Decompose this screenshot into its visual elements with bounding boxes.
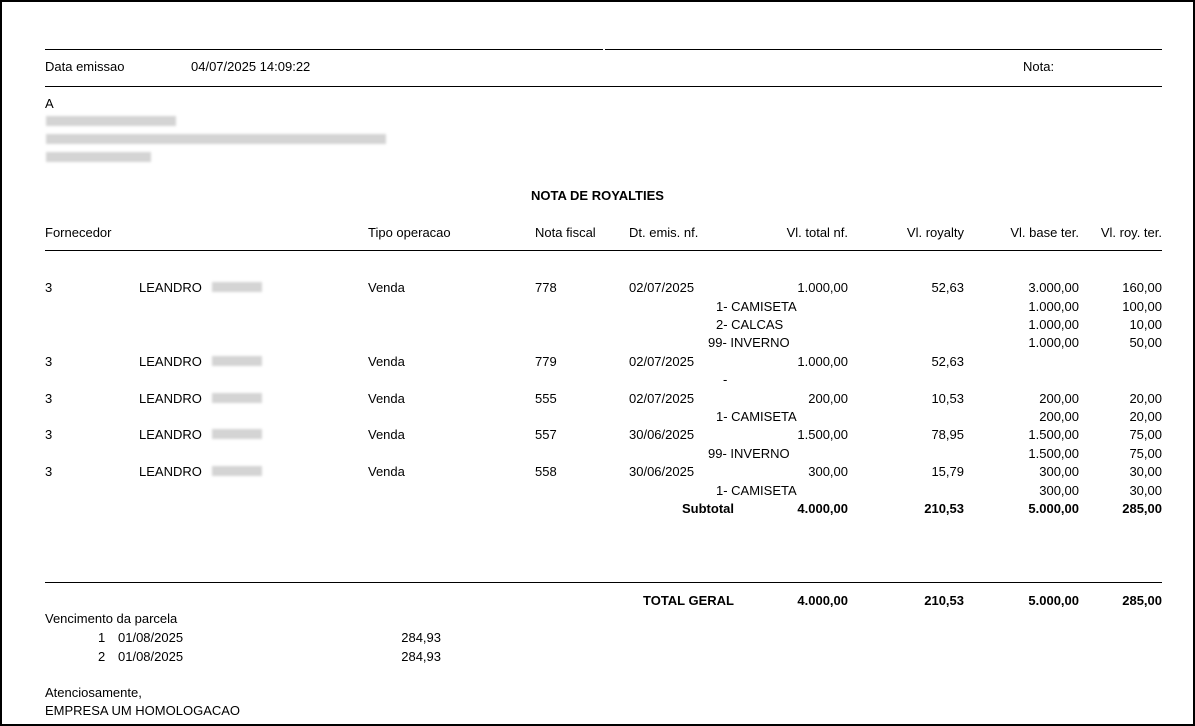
- total-geral-royalty: 210,53: [924, 593, 964, 608]
- row-dash: -: [723, 372, 728, 387]
- row-base: 3.000,00: [1028, 280, 1079, 295]
- header-top-rule-right: [605, 49, 1162, 50]
- row-royalty: 15,79: [931, 464, 964, 479]
- redacted-supplier-surname: [212, 282, 262, 292]
- row-cod: 3: [45, 280, 53, 295]
- detail-label: 1- CAMISETA: [716, 483, 797, 498]
- row-cod: 3: [45, 427, 53, 442]
- row-total: 1.000,00: [797, 280, 848, 295]
- detail-roy-ter: 50,00: [1129, 335, 1162, 350]
- row-total: 300,00: [808, 464, 848, 479]
- total-geral-roy-ter: 285,00: [1122, 593, 1162, 608]
- header-bottom-rule: [45, 86, 1162, 87]
- row-supplier-name: LEANDRO: [139, 427, 202, 442]
- vencimento-label: Vencimento da parcela: [45, 611, 178, 626]
- row-date: 02/07/2025: [629, 354, 695, 369]
- row-tipo: Venda: [368, 464, 405, 479]
- installment-value: 284,93: [401, 649, 441, 664]
- redacted-address-street: [46, 134, 386, 144]
- detail-roy-ter: 10,00: [1129, 317, 1162, 332]
- row-date: 02/07/2025: [629, 280, 695, 295]
- row-date: 30/06/2025: [629, 427, 695, 442]
- redacted-supplier-surname: [212, 393, 262, 403]
- date-label: Data emissao: [45, 59, 125, 74]
- detail-base: 200,00: [1039, 409, 1079, 424]
- row-cod: 3: [45, 464, 53, 479]
- row-supplier-name: LEANDRO: [139, 280, 202, 295]
- detail-label: 1- CAMISETA: [716, 409, 797, 424]
- total-geral-label: TOTAL GERAL: [643, 593, 734, 608]
- row-roy-ter: 75,00: [1129, 427, 1162, 442]
- total-rule: [45, 582, 1162, 583]
- redacted-supplier-surname: [212, 356, 262, 366]
- row-nf: 557: [535, 427, 557, 442]
- redacted-supplier-surname: [212, 466, 262, 476]
- row-nf: 778: [535, 280, 557, 295]
- row-cod: 3: [45, 354, 53, 369]
- row-royalty: 10,53: [931, 391, 964, 406]
- col-vl-base: Vl. base ter.: [1010, 225, 1079, 240]
- subtotal-label: Subtotal: [682, 501, 734, 516]
- row-supplier-name: LEANDRO: [139, 354, 202, 369]
- row-nf: 779: [535, 354, 557, 369]
- row-supplier-name: LEANDRO: [139, 391, 202, 406]
- nota-label: Nota:: [1023, 59, 1055, 74]
- row-base: 200,00: [1039, 391, 1079, 406]
- installment-date: 01/08/2025: [118, 649, 184, 664]
- detail-base: 1.000,00: [1028, 335, 1079, 350]
- detail-base: 1.000,00: [1028, 299, 1079, 314]
- col-dt-emis: Dt. emis. nf.: [629, 225, 699, 240]
- subtotal-total: 4.000,00: [797, 501, 848, 516]
- closing-greeting: Atenciosamente,: [45, 685, 142, 700]
- row-nf: 555: [535, 391, 557, 406]
- row-tipo: Venda: [368, 391, 405, 406]
- total-geral-total: 4.000,00: [797, 593, 848, 608]
- row-royalty: 78,95: [931, 427, 964, 442]
- row-total: 1.000,00: [797, 354, 848, 369]
- col-tipo-operacao: Tipo operacao: [368, 225, 451, 240]
- row-roy-ter: 30,00: [1129, 464, 1162, 479]
- col-fornecedor: Fornecedor: [45, 225, 112, 240]
- address-line-a: A: [45, 96, 54, 111]
- col-vl-royalty: Vl. royalty: [906, 225, 964, 240]
- detail-label: 1- CAMISETA: [716, 299, 797, 314]
- installment-number: 1: [98, 630, 106, 645]
- report-title: NOTA DE ROYALTIES: [531, 188, 664, 203]
- subtotal-base: 5.000,00: [1028, 501, 1079, 516]
- subtotal-roy-ter: 285,00: [1122, 501, 1162, 516]
- detail-roy-ter: 100,00: [1122, 299, 1162, 314]
- row-base: 300,00: [1039, 464, 1079, 479]
- row-date: 30/06/2025: [629, 464, 695, 479]
- installment-date: 01/08/2025: [118, 630, 184, 645]
- detail-roy-ter: 30,00: [1129, 483, 1162, 498]
- date-value: 04/07/2025 14:09:22: [191, 59, 311, 74]
- row-tipo: Venda: [368, 427, 405, 442]
- col-vl-total: Vl. total nf.: [786, 225, 848, 240]
- redacted-address-name: [46, 116, 176, 126]
- closing-company: EMPRESA UM HOMOLOGACAO: [45, 703, 241, 718]
- row-date: 02/07/2025: [629, 391, 695, 406]
- col-vl-roy-ter: Vl. roy. ter.: [1100, 225, 1162, 240]
- detail-roy-ter: 20,00: [1129, 409, 1162, 424]
- row-total: 200,00: [808, 391, 848, 406]
- col-nota-fiscal: Nota fiscal: [535, 225, 596, 240]
- row-tipo: Venda: [368, 354, 405, 369]
- detail-base: 1.000,00: [1028, 317, 1079, 332]
- row-tipo: Venda: [368, 280, 405, 295]
- detail-roy-ter: 75,00: [1129, 446, 1162, 461]
- row-royalty: 52,63: [931, 354, 964, 369]
- redacted-address-city: [46, 152, 151, 162]
- row-roy-ter: 20,00: [1129, 391, 1162, 406]
- header-top-rule-left: [45, 49, 603, 50]
- row-royalty: 52,63: [931, 280, 964, 295]
- detail-base: 1.500,00: [1028, 446, 1079, 461]
- subtotal-royalty: 210,53: [924, 501, 964, 516]
- row-nf: 558: [535, 464, 557, 479]
- installment-number: 2: [98, 649, 106, 664]
- detail-label: 99- INVERNO: [708, 335, 790, 350]
- column-header-rule: [45, 250, 1162, 251]
- row-supplier-name: LEANDRO: [139, 464, 202, 479]
- detail-label: 2- CALCAS: [716, 317, 784, 332]
- detail-label: 99- INVERNO: [708, 446, 790, 461]
- redacted-supplier-surname: [212, 429, 262, 439]
- installment-value: 284,93: [401, 630, 441, 645]
- row-total: 1.500,00: [797, 427, 848, 442]
- detail-base: 300,00: [1039, 483, 1079, 498]
- total-geral-base: 5.000,00: [1028, 593, 1079, 608]
- row-base: 1.500,00: [1028, 427, 1079, 442]
- row-cod: 3: [45, 391, 53, 406]
- row-roy-ter: 160,00: [1122, 280, 1162, 295]
